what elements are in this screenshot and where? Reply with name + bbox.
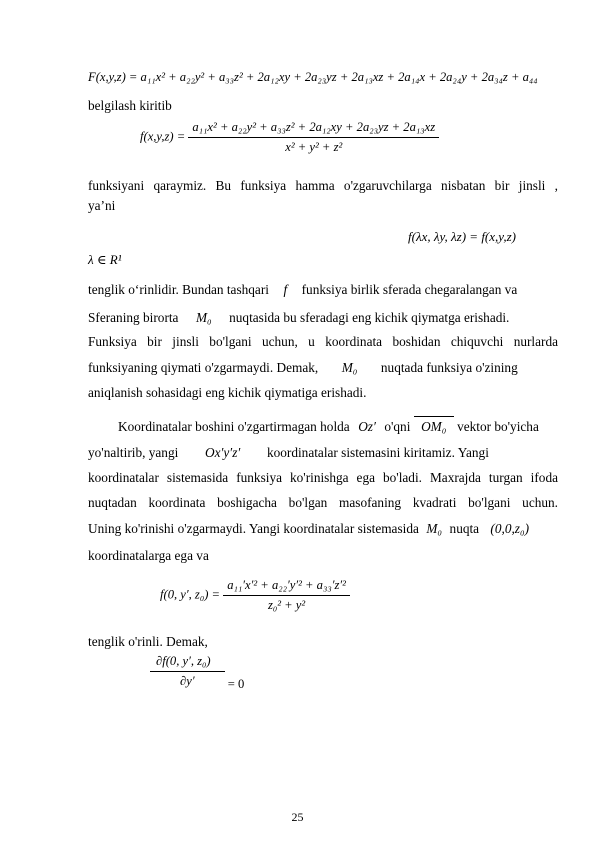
paragraph-3-line-4: nuqtadan koordinata boshigacha bo'lgan masofaning kvadrati bo'lgani uchun. (88, 495, 558, 510)
paragraph-2-line-4: funksiyaning qiymati o'zgarmaydi. Demak, M₀ nuqtada funksiya o'zining (88, 358, 558, 378)
paragraph-2-line-3: Funksiya bir jinsli bo'lgani uchun, u koordinata boshidan chiquvchi nurlarda (88, 334, 558, 349)
fraction-numerator: ∂f(0, y′, z₀) (150, 654, 225, 672)
formula-f-lhs: f(x,y,z) = (140, 129, 186, 144)
formula-rhs: = 0 (227, 677, 245, 692)
paragraph-2-line-5: aniqlanish sohasidagi eng kichik qiymatiga erishadi. (88, 385, 367, 400)
paragraph-3-line-6: koordinatalarga ega va (88, 548, 209, 563)
fraction (150, 654, 225, 689)
paragraph-2-line-2: Sferaning birorta M₀ nuqtasida bu sferadagi eng kichik qiymatga erishadi. (88, 308, 558, 328)
paragraph-2-line-1: tenglik o‘rinlidir. Bundan tashqari f funksiya birlik sferada chegaralangan va (88, 280, 558, 300)
paragraph-3-line-5: Uning ko'rinishi o'zgarmaydi. Yangi koordinatalar sistemasida M₀ nuqta (0,0,z₀) (88, 519, 558, 539)
fraction-numerator: a₁₁′x′² + a₂₂′y′² + a₃₃′z′² (223, 578, 350, 596)
paragraph-1-line-2: ya’ni (88, 198, 116, 213)
fraction (188, 120, 439, 155)
fraction-denominator: ∂y′ (180, 674, 195, 688)
formula-f-new: f(0, y′, z₀) = $\frac{\text{a₁₁′x′² + a₂₂′y′² + a₃₃′z′²}}{\text{z₀² + y²}}$ (160, 578, 350, 613)
fraction (223, 578, 350, 613)
fraction-denominator: z₀² + y² (267, 598, 306, 612)
formula-lambda: λ ∈ R¹ (88, 252, 122, 267)
paragraph-3-line-2: yo'naltirib, yangi Ox′y′z′ koordinatalar sistemasini kiritamiz. Yangi (88, 443, 558, 463)
symbol-om0-vector: OM₀ (414, 416, 454, 437)
page-number: 25 (291, 810, 304, 824)
text-belgilash: belgilash kiritib (88, 98, 172, 113)
fraction-denominator: x² + y² + z² (285, 140, 343, 154)
formula-quadric: F(x,y,z) = a₁₁x² + a₂₂y² + a₃₃z² + 2a₁₂xy + 2a₂₃yz + 2a₁₃xz + 2a₁₄x + 2a₂₄y + 2a₃₄z + a₄₄ (88, 70, 538, 84)
text-tenglik: tenglik o'rinli. Demak, (88, 634, 208, 649)
paragraph-1-line-1: funksiyani qaraymiz. Bu funksiya hamma o'zgaruvchilarga nisbatan bir jinsli , (88, 178, 558, 193)
symbol-oz: Oz′ (358, 419, 376, 434)
paragraph-3-line-3: koordinatalar sistemasida funksiya ko'rinishga ega bo'ladi. Maxrajda turgan ifoda (88, 470, 558, 485)
formula-homogeneity: f(λx, λy, λz) = f(x,y,z) (408, 229, 516, 244)
fraction-numerator: a₁₁x² + a₂₂y² + a₃₃z² + 2a₁₂xy + 2a₂₃yz + 2a₁₃xz (188, 120, 439, 138)
symbol-m0: M₀ (426, 521, 443, 536)
symbol-point: (0,0,z₀) (490, 521, 530, 536)
formula-f-ratio (140, 120, 439, 155)
symbol-oxyz: Ox′y′z′ (204, 445, 241, 460)
formula-derivative (150, 654, 245, 692)
symbol-m0: M₀ (195, 310, 212, 325)
symbol-f: f (283, 282, 288, 297)
paragraph-3-line-1: Koordinatalar boshini o'zgartirmagan holda Oz′ o'qni OM₀ vektor bo'yicha (118, 416, 558, 437)
symbol-m0: M₀ (341, 360, 358, 375)
